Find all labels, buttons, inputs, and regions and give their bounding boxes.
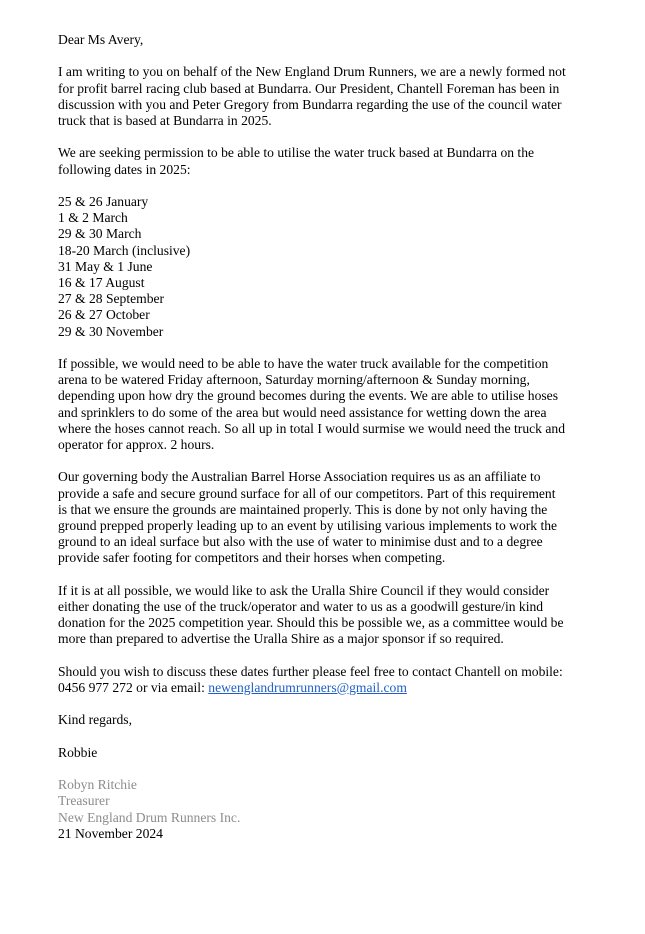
paragraph-line: ground prepped properly leading up to an event by utilising various implements to work the bbox=[58, 518, 558, 534]
date-item: 27 & 28 September bbox=[58, 291, 165, 307]
paragraph-line: discussion with you and Peter Gregory from Bundarra regarding the use of the council water bbox=[58, 96, 562, 112]
paragraph-line: truck that is based at Bundarra in 2025. bbox=[58, 113, 272, 128]
paragraph-line: Our governing body the Australian Barrel Horse Association requires us as an affiliate to bbox=[58, 469, 541, 485]
paragraph-line: If it is at all possible, we would like to ask the Uralla Shire Council if they would consider bbox=[58, 582, 550, 598]
date-item: 26 & 27 October bbox=[58, 307, 150, 323]
date-item: 16 & 17 August bbox=[58, 275, 145, 290]
paragraph-line: We are seeking permission to be able to utilise the water truck based at Bundarra on the bbox=[58, 145, 535, 161]
paragraph-line: ground to an ideal surface but also with the use of water to minimise dust and to a degree bbox=[58, 534, 543, 550]
sender-block bbox=[58, 777, 628, 842]
sender-title: Treasurer bbox=[58, 793, 110, 809]
paragraph-line: operator for approx. 2 hours. bbox=[58, 437, 215, 453]
date-list bbox=[58, 194, 628, 340]
paragraph-request bbox=[58, 145, 628, 177]
paragraph-requirements bbox=[58, 469, 628, 566]
date-item: 31 May & 1 June bbox=[58, 258, 153, 274]
paragraph-line: I am writing to you on behalf of the New England Drum Runners, we are a newly formed not bbox=[58, 64, 566, 80]
salutation: Dear Ms Avery, bbox=[58, 32, 144, 47]
signature-name: Robbie bbox=[58, 744, 98, 760]
paragraph-line: either donating the use of the truck/operator and water to us as a goodwill gesture/in kind bbox=[58, 599, 544, 615]
paragraph-line: where the hoses cannot reach. So all up in total I would surmise we would need the truck and bbox=[58, 420, 565, 436]
paragraph-intro bbox=[58, 64, 628, 129]
paragraph-sponsorship bbox=[58, 583, 628, 648]
letter-body bbox=[58, 32, 628, 842]
contact-phone-text: 0456 977 272 or via email: bbox=[58, 680, 209, 696]
paragraph-line: following dates in 2025: bbox=[58, 161, 191, 177]
paragraph-line: Should you wish to discuss these dates further please feel free to contact Chantell on mobile: bbox=[58, 663, 563, 679]
contact-line bbox=[58, 680, 628, 696]
sender-organisation: New England Drum Runners Inc. bbox=[58, 809, 241, 825]
paragraph-line: provide safer footing for competitors and their horses when competing. bbox=[58, 550, 446, 566]
paragraph-schedule bbox=[58, 356, 628, 453]
date-item: 1 & 2 March bbox=[58, 210, 128, 226]
closing: Kind regards, bbox=[58, 712, 132, 728]
paragraph-line: for profit barrel racing club based at Bundarra. Our President, Chantell Foreman has been in bbox=[58, 80, 560, 96]
sender-name: Robyn Ritchie bbox=[58, 777, 137, 793]
paragraph-line: donation for the 2025 competition year. Should this be possible we, as a committee would be bbox=[58, 615, 564, 631]
date-item: 29 & 30 March bbox=[58, 226, 142, 242]
paragraph-line: arena to be watered Friday afternoon, Saturday morning/afternoon & Sunday morning, bbox=[58, 372, 530, 388]
date-item: 18-20 March (inclusive) bbox=[58, 242, 191, 258]
paragraph-line: is that we ensure the grounds are maintained properly. This is done by not only having the bbox=[58, 501, 548, 517]
date-item: 25 & 26 January bbox=[58, 193, 149, 209]
paragraph-line: more than prepared to advertise the Uralla Shire as a major sponsor if so required. bbox=[58, 631, 504, 647]
paragraph-line: If possible, we would need to be able to have the water truck available for the competition bbox=[58, 356, 549, 371]
paragraph-contact bbox=[58, 664, 628, 696]
date-item: 29 & 30 November bbox=[58, 323, 164, 339]
paragraph-line: provide a safe and secure ground surface for all of our competitors. Part of this requirement bbox=[58, 485, 556, 501]
paragraph-line: depending upon how dry the ground becomes during the events. We are able to utilise hoses bbox=[58, 388, 558, 404]
email-link[interactable]: newenglandrumrunners@gmail.com bbox=[208, 680, 407, 696]
letter-date: 21 November 2024 bbox=[58, 825, 163, 841]
paragraph-line: and sprinklers to do some of the area but would need assistance for wetting down the area bbox=[58, 404, 547, 420]
